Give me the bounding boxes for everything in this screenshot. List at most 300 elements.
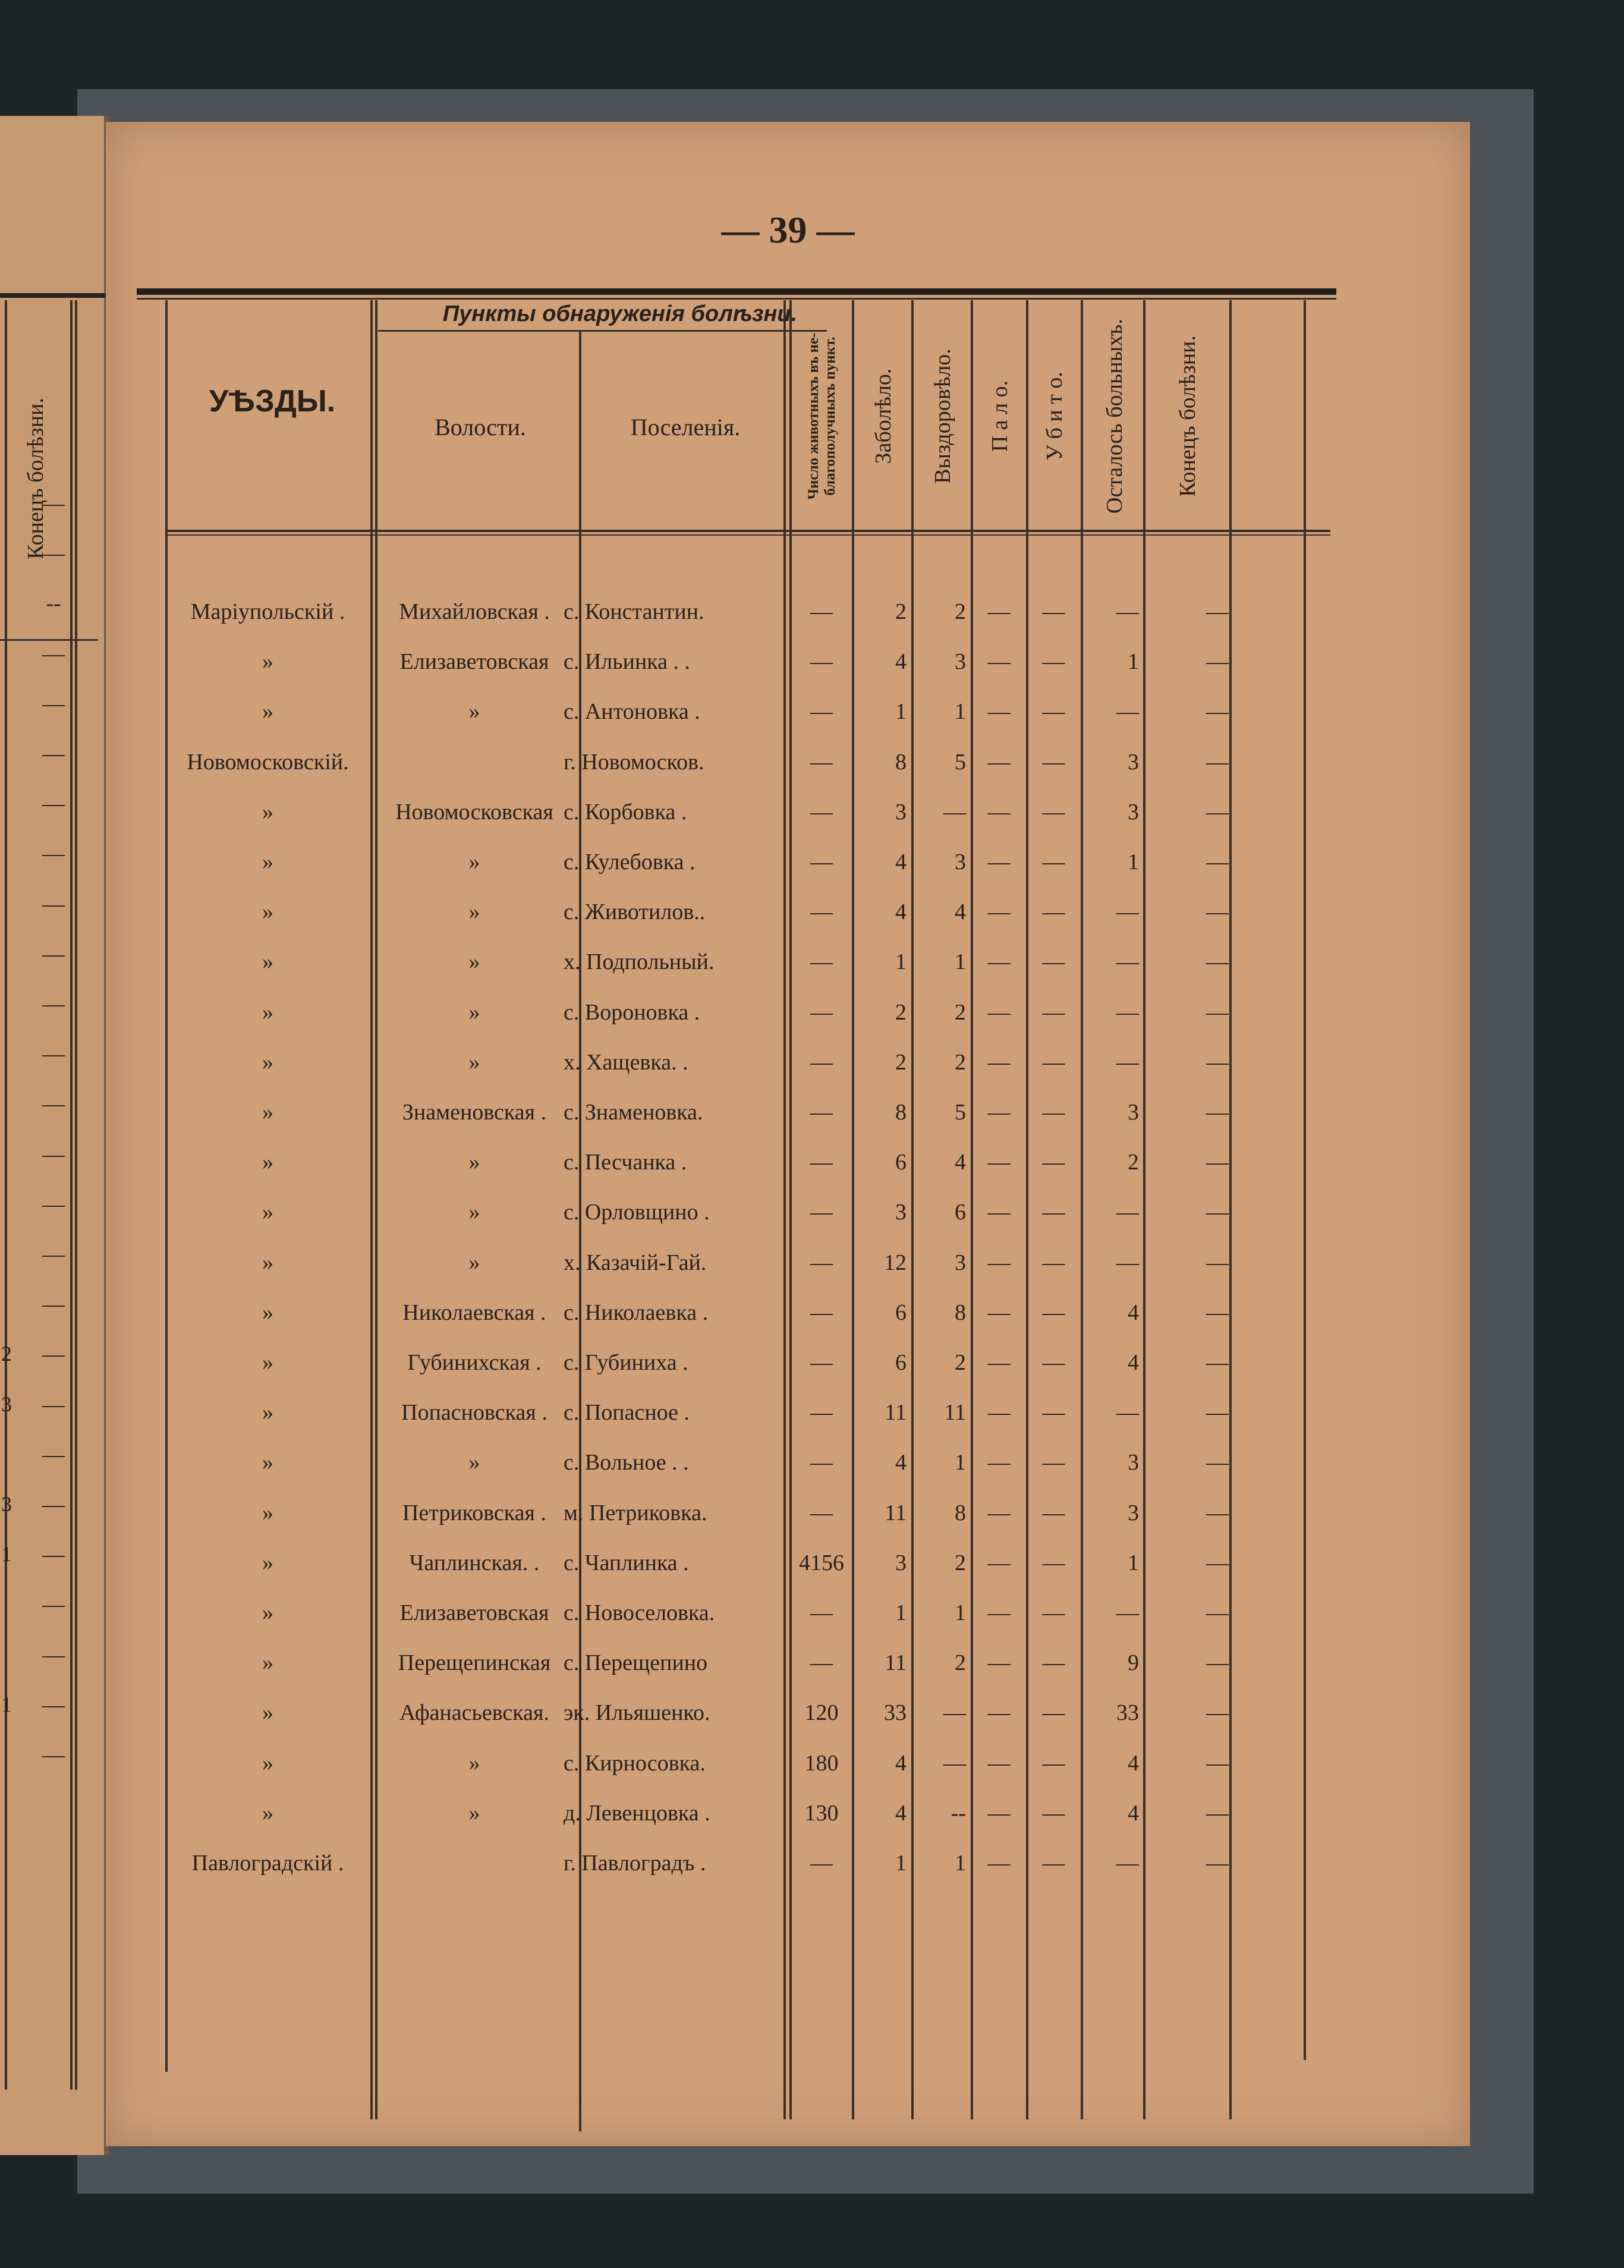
cell-zabolelo: 11 [885,1650,907,1675]
cell-volost: » [468,899,480,924]
cell-volost: Елизаветовская [399,649,549,674]
cell-poselenie: х. Казачій-Гай. [564,1250,707,1275]
cell-zabolelo: 4 [895,649,907,674]
cell-konets: — [1206,1400,1229,1425]
cell-konets: — [1206,1851,1229,1876]
left-page-value: — [42,942,65,967]
header-palo: П а л о. [987,380,1012,452]
left-page-value: — [42,1392,65,1417]
cell-ubito: — [1042,1450,1065,1475]
cell-chislo: — [810,1450,833,1475]
cell-volost: » [468,1751,480,1776]
cell-zabolelo: 4 [895,1801,907,1826]
cell-vyzdorovelo: 11 [944,1400,966,1425]
cell-volost: Перещепинская [398,1650,551,1675]
cell-volost: Губинихская . [407,1350,542,1375]
left-page-edge-number: 3 [1,1392,12,1416]
cell-uezd: Маріупольскій . [190,599,345,624]
left-page-value: — [42,1242,65,1267]
cell-zabolelo: 11 [885,1400,907,1425]
cell-ubito: — [1042,1751,1065,1776]
cell-konets: — [1206,1100,1229,1125]
cell-chislo: — [810,1000,833,1025]
cell-poselenie: с. Перещепино [564,1650,708,1675]
cell-ostalos: — [1116,949,1139,974]
left-page-value: — [42,1592,65,1617]
left-page-value: — [42,892,65,917]
cell-uezd: » [262,1700,273,1725]
cell-poselenie: с. Константин. [564,599,704,624]
cell-zabolelo: 4 [895,1450,907,1475]
left-page-value: — [42,1042,65,1067]
cell-palo: — [987,899,1011,924]
left-page-value: — [42,541,65,566]
cell-poselenie: м. Петриковка. [564,1501,707,1525]
header-vyzdorovelo: Выздоровѣло. [930,348,955,484]
col-rule [852,300,854,2119]
cell-poselenie: с. Кирносовка. [564,1751,706,1776]
cell-uezd: Новомосковскій. [187,750,349,775]
col-rule [789,300,792,2119]
header-bottom-rule [165,530,1330,532]
cell-zabolelo: 1 [895,1600,907,1625]
cell-chislo: — [810,1400,833,1425]
left-page-value: — [42,1492,65,1517]
cell-konets: — [1206,1751,1229,1776]
cell-ubito: — [1042,1150,1065,1175]
cell-ubito: — [1042,599,1065,624]
header-poselenia: Поселенія. [630,414,741,441]
cell-vyzdorovelo: 2 [955,1350,966,1375]
cell-palo: — [987,1550,1011,1575]
cell-volost: » [468,1150,480,1175]
cell-vyzdorovelo: 3 [955,850,966,875]
cell-vyzdorovelo: 1 [955,949,966,974]
cell-chislo: — [810,699,833,724]
cell-palo: — [987,699,1011,724]
cell-konets: — [1206,1200,1229,1225]
cell-palo: — [987,1801,1011,1826]
cell-zabolelo: 11 [885,1501,907,1525]
cell-zabolelo: 6 [895,1150,907,1175]
cell-konets: — [1206,899,1229,924]
left-page-column-header: Конецъ болѣзни. [23,398,48,559]
cell-uezd: » [262,1200,273,1225]
cell-vyzdorovelo: — [943,800,966,825]
cell-ostalos: — [1116,1050,1139,1075]
cell-poselenie: с. Знаменовка. [564,1100,703,1125]
cell-uezd: » [262,1400,273,1425]
cell-volost: » [468,1250,480,1275]
header-chislo [792,303,852,529]
cell-konets: — [1206,1150,1229,1175]
cell-uezd: » [262,1300,273,1325]
col-rule [971,300,973,2119]
cell-vyzdorovelo: 3 [955,1250,966,1275]
left-page-value: — [42,841,65,866]
cell-palo: — [987,1150,1011,1175]
cell-zabolelo: 1 [895,699,907,724]
document-page [106,122,1470,2146]
cell-ostalos: 9 [1128,1650,1139,1675]
left-page-value: — [42,741,65,766]
cell-konets: — [1206,649,1229,674]
cell-ostalos: 4 [1128,1300,1139,1325]
left-page-edge-number: 1 [1,1693,12,1716]
cell-ostalos: 3 [1128,750,1139,775]
cell-ostalos: 3 [1128,1100,1139,1125]
cell-vyzdorovelo: 6 [955,1200,966,1225]
cell-palo: — [987,1300,1011,1325]
cell-zabolelo: 1 [895,949,907,974]
cell-vyzdorovelo: 1 [955,1450,966,1475]
cell-palo: — [987,1400,1011,1425]
cell-uezd: » [262,850,273,875]
cell-ubito: — [1042,1501,1065,1525]
cell-vyzdorovelo: 3 [955,649,966,674]
cell-ostalos: — [1116,1851,1139,1876]
cell-konets: — [1206,699,1229,724]
cell-ostalos: 4 [1128,1801,1139,1826]
cell-vyzdorovelo: 2 [955,1050,966,1075]
cell-chislo: — [810,1150,833,1175]
cell-poselenie: х. Хащевка. . [564,1050,688,1075]
header-ostalos: Осталось больныхъ. [1102,319,1127,514]
cell-zabolelo: 2 [895,1000,907,1025]
cell-chislo: — [810,800,833,825]
header-volosti: Волости. [435,414,526,441]
cell-zabolelo: 1 [895,1851,907,1876]
cell-poselenie: с. Антоновка . [564,699,700,724]
cell-zabolelo: 3 [895,1200,907,1225]
cell-palo: — [987,1700,1011,1725]
cell-ostalos: 2 [1128,1150,1139,1175]
cell-zabolelo: 4 [895,899,907,924]
left-page-value: — [42,1643,65,1668]
cell-ubito: — [1042,1000,1065,1025]
cell-uezd: » [262,1550,273,1575]
header-konets: Конецъ болѣзни. [1175,335,1200,497]
cell-uezd: » [262,1801,273,1826]
cell-uezd: » [262,949,273,974]
cell-zabolelo: 3 [895,1550,907,1575]
cell-konets: — [1206,800,1229,825]
cell-chislo: — [810,1200,833,1225]
left-page-value: — [42,1442,65,1467]
cell-chislo: — [810,850,833,875]
cell-chislo: 180 [804,1751,839,1776]
cell-palo: — [987,750,1011,775]
cell-poselenie: г. Новомосков. [564,750,704,775]
cell-ostalos: 33 [1116,1700,1139,1725]
cell-konets: — [1206,750,1229,775]
cell-chislo: — [810,899,833,924]
cell-palo: — [987,850,1011,875]
cell-palo: — [987,1200,1011,1225]
col-rule [1143,300,1145,2119]
left-page-edge [0,116,109,2155]
cell-uezd: » [262,1150,273,1175]
cell-konets: — [1206,599,1229,624]
cell-vyzdorovelo: 1 [955,1851,966,1876]
col-rule [911,300,914,2119]
cell-poselenie: с. Кулебовка . [564,850,695,875]
cell-uezd: » [262,1000,273,1025]
cell-poselenie: х. Подпольный. [564,949,715,974]
cell-volost: Знаменовская . [402,1100,547,1125]
cell-zabolelo: 8 [895,750,907,775]
left-page-value: — [42,641,65,666]
cell-zabolelo: 12 [884,1250,907,1275]
cell-ubito: — [1042,1300,1065,1325]
cell-konets: — [1206,1350,1229,1375]
col-rule [1081,300,1083,2119]
cell-konets: — [1206,1300,1229,1325]
cell-uezd: » [262,699,273,724]
cell-zabolelo: 3 [895,800,907,825]
cell-vyzdorovelo: 2 [955,1550,966,1575]
cell-volost: Николаевская . [402,1300,546,1325]
cell-poselenie: г. Павлоградъ . [564,1851,706,1876]
cell-uezd: » [262,899,273,924]
cell-poselenie: д. Левенцовка . [564,1801,710,1826]
header-uezdy: УѢЗДЫ. [209,384,336,419]
cell-ostalos: 1 [1128,850,1139,875]
cell-ostalos: — [1116,1000,1139,1025]
cell-ubito: — [1042,800,1065,825]
cell-ubito: — [1042,1250,1065,1275]
cell-ubito: — [1042,1550,1065,1575]
cell-uezd: » [262,1450,273,1475]
header-chislo-line2: благополучныхъ пункт. [822,336,838,496]
cell-poselenie: с. Орловщино . [564,1200,710,1225]
cell-poselenie: с. Губиниха . [564,1350,688,1375]
cell-chislo: — [810,1100,833,1125]
cell-ubito: — [1042,1650,1065,1675]
cell-poselenie: с. Николаевка . [564,1300,709,1325]
cell-zabolelo: 33 [884,1700,907,1725]
cell-chislo: — [810,1250,833,1275]
cell-ostalos: — [1116,1600,1139,1625]
cell-konets: — [1206,850,1229,875]
cell-chislo: — [810,1600,833,1625]
cell-ostalos: 3 [1128,1501,1139,1525]
cell-ubito: — [1042,1400,1065,1425]
cell-vyzdorovelo: 1 [955,699,966,724]
left-page-value: — [42,1142,65,1167]
cell-zabolelo: 6 [895,1350,907,1375]
cell-poselenie: с. Вольное . . [564,1450,689,1475]
cell-chislo: 4156 [799,1550,844,1575]
cell-ostalos: 3 [1128,1450,1139,1475]
table-top-rule-thin [137,298,1336,300]
cell-ostalos: — [1116,1250,1139,1275]
cell-palo: — [987,649,1011,674]
cell-ubito: — [1042,1801,1065,1826]
cell-ubito: — [1042,1100,1065,1125]
cell-palo: — [987,1450,1011,1475]
cell-konets: — [1206,1450,1229,1475]
cell-volost: Михайловская . [399,599,550,624]
cell-ubito: — [1042,1851,1065,1876]
left-page-value: — [42,992,65,1017]
left-page-value: — [42,1292,65,1317]
page-number: — 39 — [721,209,855,251]
cell-vyzdorovelo: 8 [955,1501,966,1525]
cell-chislo: — [810,1050,833,1075]
header-zabolelo: Заболѣло. [870,368,896,464]
col-rule [1304,300,1306,2060]
cell-vyzdorovelo: — [943,1751,966,1776]
left-page-value: — [42,1192,65,1217]
cell-chislo: — [810,599,833,624]
cell-ubito: — [1042,750,1065,775]
cell-uezd: » [262,1501,273,1525]
cell-ostalos: 4 [1128,1751,1139,1776]
cell-palo: — [987,1501,1011,1525]
left-page-rule [5,300,7,2090]
cell-ostalos: — [1116,599,1139,624]
cell-konets: — [1206,1501,1229,1525]
cell-ubito: — [1042,899,1065,924]
cell-volost: » [468,699,480,724]
cell-chislo: 120 [804,1700,839,1725]
cell-poselenie: с. Попасное . [564,1400,690,1425]
cell-poselenie: с. Животилов.. [564,899,706,924]
cell-vyzdorovelo: 1 [955,1600,966,1625]
cell-palo: — [987,1600,1011,1625]
cell-poselenie: с. Новоселовка. [564,1600,715,1625]
cell-vyzdorovelo: -- [951,1801,966,1826]
header-chislo-line1: Число животныхъ въ не- [805,332,822,500]
cell-palo: — [987,949,1011,974]
cell-palo: — [987,1050,1011,1075]
cell-palo: — [987,1751,1011,1776]
cell-konets: — [1206,1801,1229,1826]
left-page-edge-number: 2 [1,1342,12,1366]
cell-ubito: — [1042,649,1065,674]
cell-ostalos: 3 [1128,800,1139,825]
cell-volost: Чаплинская. . [409,1550,540,1575]
cell-chislo: — [810,750,833,775]
left-page-value: — [42,1091,65,1116]
cell-chislo: — [810,649,833,674]
cell-zabolelo: 6 [895,1300,907,1325]
cell-ostalos: — [1116,899,1139,924]
col-rule [783,300,786,2119]
left-page-value: — [42,791,65,816]
table-top-rule [137,288,1336,295]
left-page-value: — [42,491,65,516]
cell-poselenie: с. Песчанка . [564,1150,687,1175]
cell-chislo: — [810,1300,833,1325]
cell-ubito: — [1042,1050,1065,1075]
cell-vyzdorovelo: 2 [955,1000,966,1025]
cell-konets: — [1206,1600,1229,1625]
cell-chislo: — [810,1350,833,1375]
cell-uezd: » [262,1600,273,1625]
cell-chislo: — [810,1501,833,1525]
cell-poselenie: с. Корбовка . [564,800,687,825]
cell-chislo: — [810,949,833,974]
cell-ostalos: 4 [1128,1350,1139,1375]
group-title-rule [378,330,827,332]
cell-chislo: — [810,1650,833,1675]
cell-zabolelo: 2 [895,599,907,624]
cell-konets: — [1206,1000,1229,1025]
cell-palo: — [987,1000,1011,1025]
cell-volost: » [468,850,480,875]
cell-palo: — [987,1100,1011,1125]
cell-konets: — [1206,1550,1229,1575]
cell-ostalos: — [1116,699,1139,724]
cell-uezd: » [262,1751,273,1776]
cell-konets: — [1206,1050,1229,1075]
cell-poselenie: с. Ильинка . . [564,649,691,674]
cell-volost: » [468,949,480,974]
cell-palo: — [987,800,1011,825]
cell-ubito: — [1042,1700,1065,1725]
cell-chislo: — [810,1851,833,1876]
cell-vyzdorovelo: 5 [955,750,966,775]
cell-palo: — [987,1851,1011,1876]
cell-zabolelo: 4 [895,850,907,875]
cell-palo: — [987,599,1011,624]
cell-volost: » [468,1801,480,1826]
cell-volost: Афанасьевская. [399,1700,550,1725]
cell-volost: » [468,1000,480,1025]
cell-ostalos: 1 [1128,1550,1139,1575]
cell-volost: Петриковская . [402,1501,547,1525]
cell-uezd: » [262,1100,273,1125]
cell-ubito: — [1042,1200,1065,1225]
cell-uezd: » [262,800,273,825]
cell-konets: — [1206,1650,1229,1675]
cell-poselenie: с. Вороновка . [564,1000,700,1025]
cell-palo: — [987,1250,1011,1275]
cell-ostalos: 1 [1128,649,1139,674]
cell-uezd: » [262,1050,273,1075]
cell-vyzdorovelo: — [943,1700,966,1725]
cell-volost: » [468,1450,480,1475]
cell-vyzdorovelo: 2 [955,599,966,624]
cell-uezd: » [262,1650,273,1675]
cell-vyzdorovelo: 5 [955,1100,966,1125]
cell-zabolelo: 8 [895,1100,907,1125]
cell-vyzdorovelo: 8 [955,1300,966,1325]
left-page-value: -- [46,591,61,616]
cell-uezd: » [262,649,273,674]
cell-vyzdorovelo: 4 [955,1150,966,1175]
cell-ubito: — [1042,1600,1065,1625]
left-page-edge-number: 1 [1,1542,12,1566]
cell-ostalos: — [1116,1400,1139,1425]
cell-poselenie: с. Чаплинка . [564,1550,689,1575]
cell-konets: — [1206,1250,1229,1275]
cell-poselenie: эк. Ильяшенко. [564,1700,710,1725]
cell-chislo: 130 [804,1801,839,1826]
left-page-value: — [42,1542,65,1567]
cell-zabolelo: 4 [895,1751,907,1776]
cell-uezd: » [262,1250,273,1275]
cell-vyzdorovelo: 2 [955,1650,966,1675]
left-page-value: — [42,691,65,716]
cell-palo: — [987,1350,1011,1375]
left-page-edge-number: 3 [1,1492,12,1516]
group-title: Пункты обнаруженія болѣзни. [442,301,798,326]
cell-volost: » [468,1050,480,1075]
cell-ubito: — [1042,850,1065,875]
